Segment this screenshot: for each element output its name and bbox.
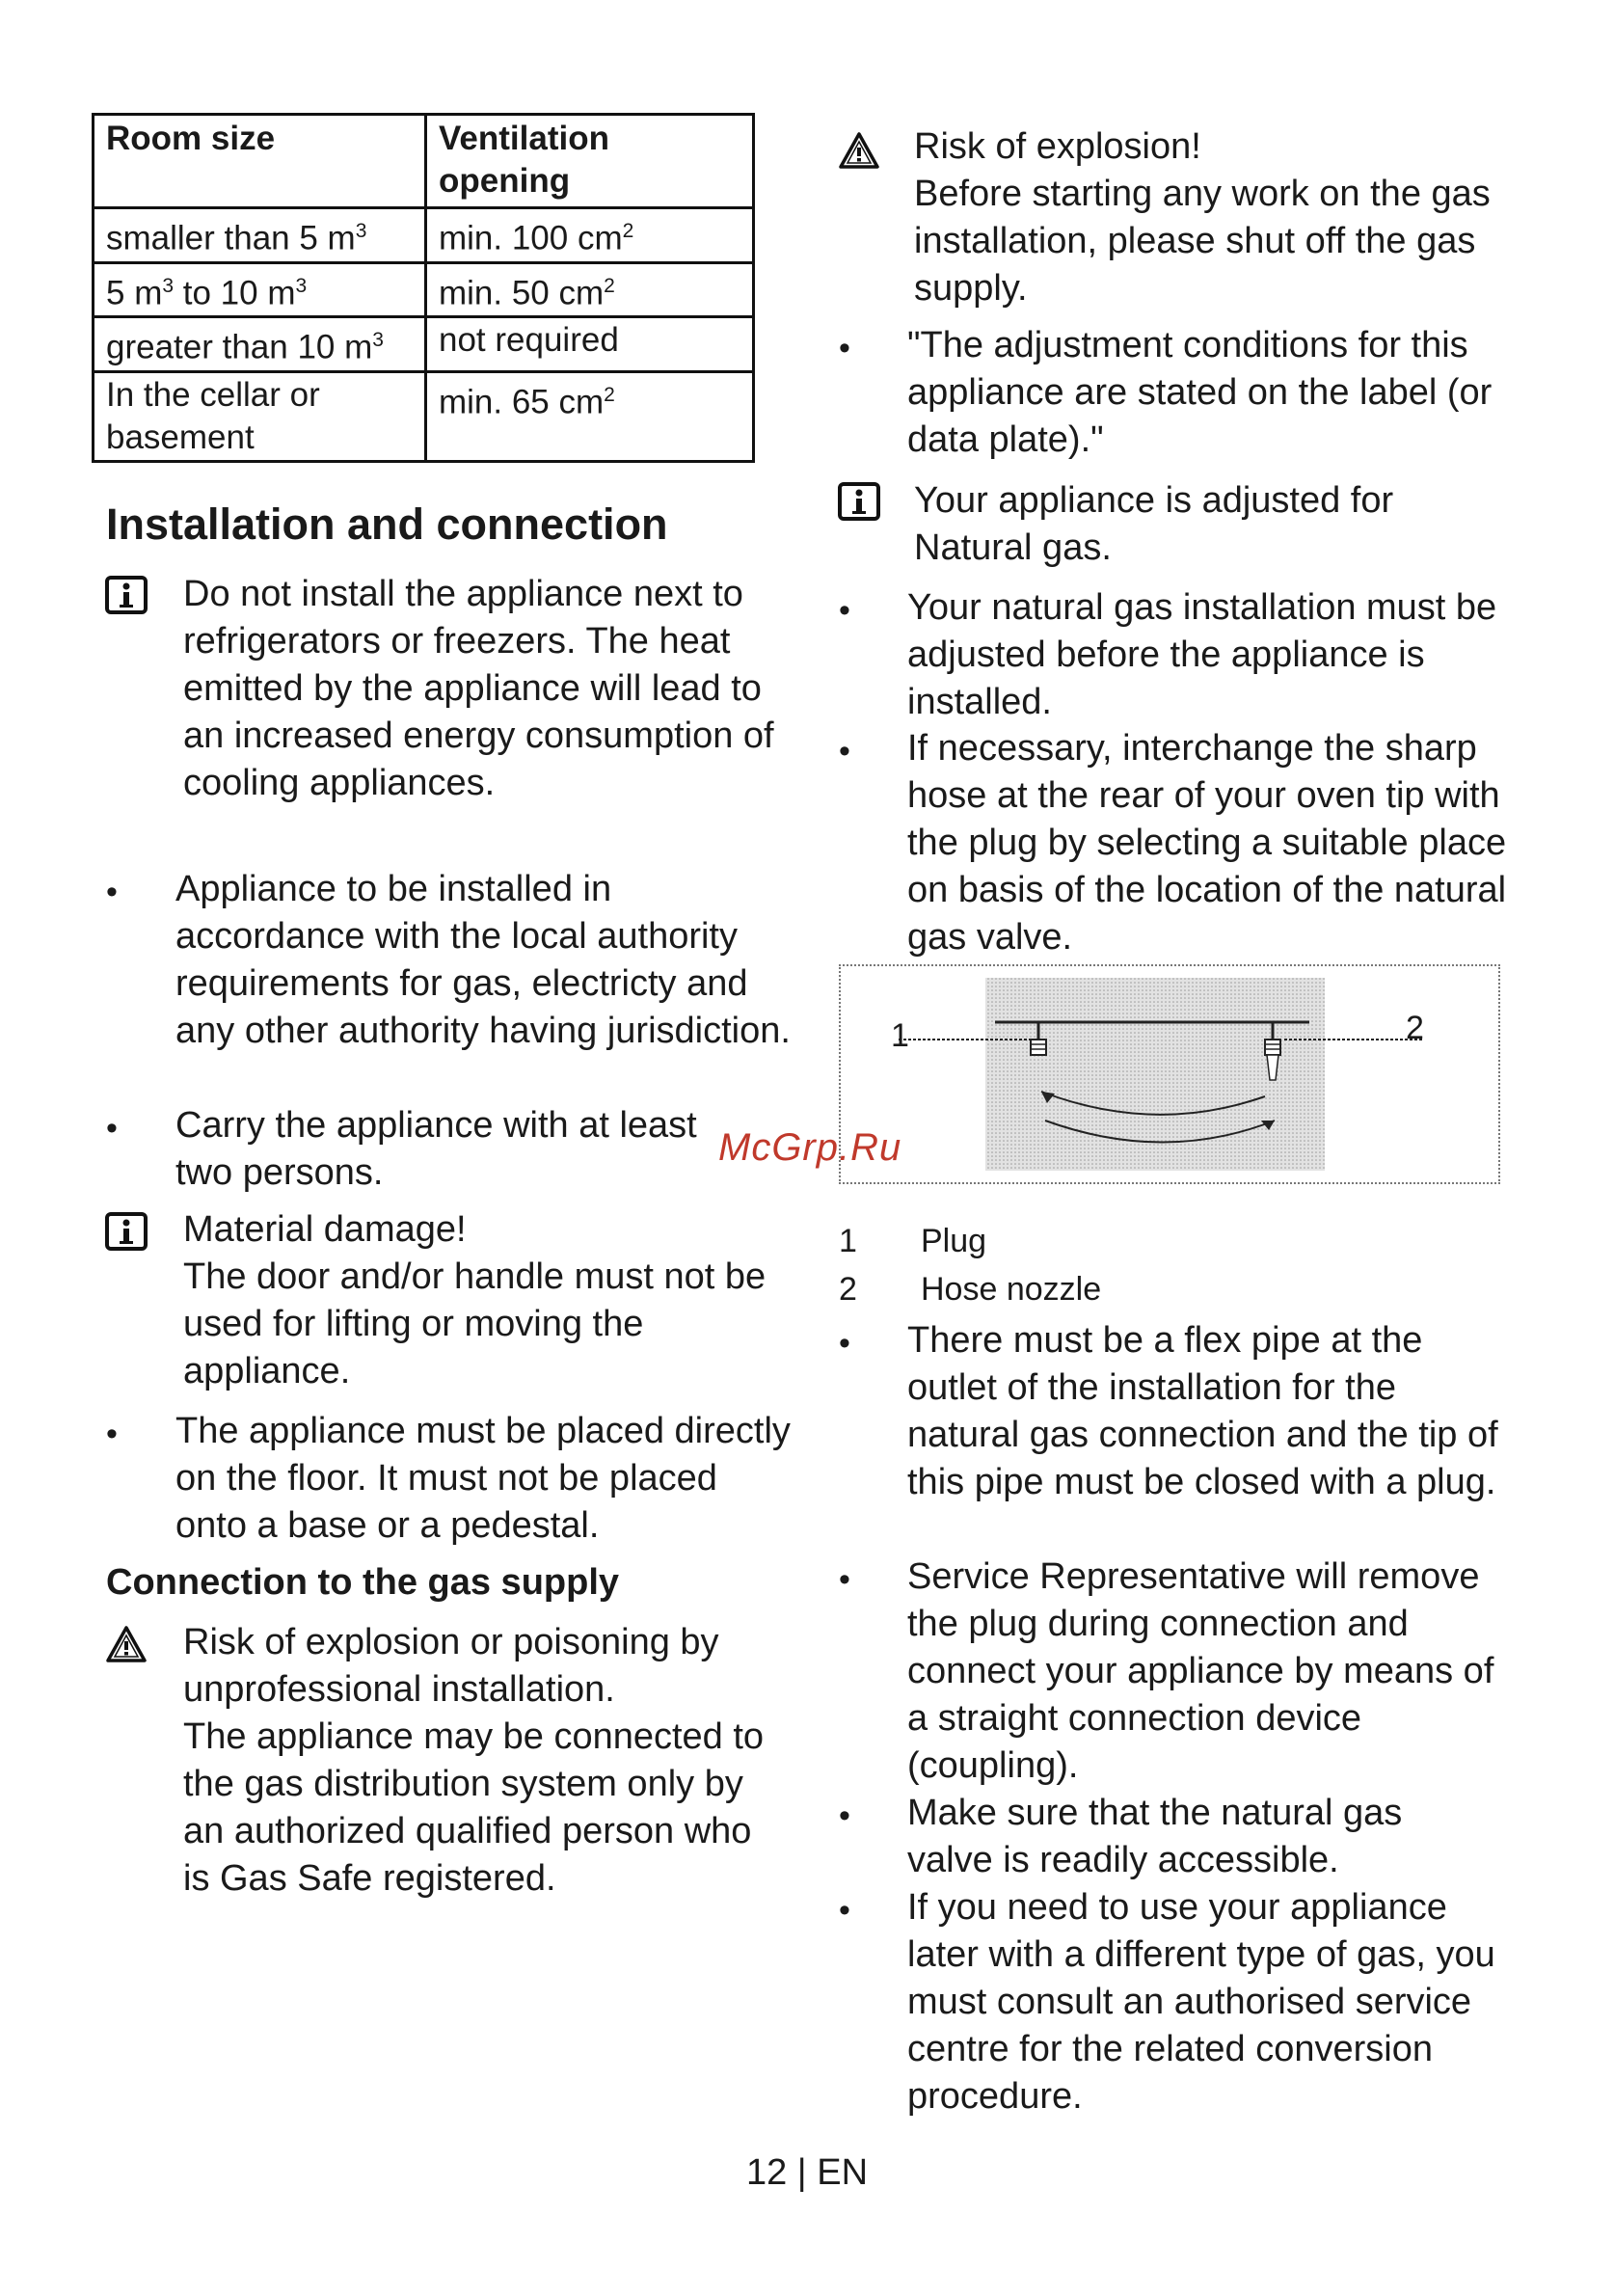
- bullet-marker: •: [106, 874, 118, 910]
- info-icon: [838, 482, 880, 521]
- bullet-marker: •: [839, 1797, 850, 1834]
- bullet-valve-accessible: Make sure that the natural gas valve is readily accessible.: [907, 1793, 1403, 1880]
- info-body: The door and/or handle must not be used for lifting or moving the appliance.: [183, 1256, 767, 1391]
- bullet-marker: •: [106, 1110, 118, 1147]
- table-row: [94, 262, 754, 317]
- room-size-cell: In the cellar or basement: [94, 371, 426, 461]
- warning-title: Risk of explosion!: [914, 126, 1201, 167]
- bullet-floor-placement: The appliance must be placed directly on the floor. It must not be placed onto a base or a pedestal.: [175, 1411, 791, 1546]
- bullet-interchange-hose: If necessary, interchange the sharp hose at the rear of your oven tip with the plug by selecting a suitable place on basis of the location of the natural gas valve.: [907, 728, 1507, 958]
- watermark: McGrp.Ru: [718, 1126, 902, 1169]
- legend-label: Plug: [921, 1223, 987, 1259]
- bullet-adjustment-conditions: "The adjustment conditions for this appliance are stated on the label (or data plate).": [907, 325, 1493, 460]
- warning-icon: [105, 1625, 148, 1663]
- oven-rear-diagram: [841, 966, 1498, 1182]
- bullet-marker: •: [839, 1892, 850, 1929]
- legend-label: Hose nozzle: [921, 1271, 1102, 1308]
- bullet-service-representative: Service Representative will remove the plug during connection and connect your appliance by means of a straight connection device (coupling).: [907, 1556, 1494, 1786]
- bullet-marker: •: [106, 1416, 118, 1452]
- table-row: [94, 208, 754, 263]
- info-title: Material damage!: [183, 1209, 467, 1250]
- legend-number: 2: [839, 1271, 857, 1308]
- table-header-row: [94, 115, 754, 208]
- room-size-cell: 5 $m^3$ to 10 $m^3$: [94, 262, 426, 317]
- callout-1: 1: [891, 1017, 909, 1054]
- gas-connection-figure: [839, 964, 1500, 1184]
- ventilation-table: [92, 113, 755, 463]
- room-size-cell: smaller than 5 $m^3$: [94, 208, 426, 263]
- warning-icon: [838, 131, 880, 170]
- warning-title: Risk of explosion or poisoning by unprofessional installation.: [183, 1622, 719, 1710]
- table-row: [94, 317, 754, 372]
- bullet-marker: •: [839, 330, 850, 366]
- info-icon: [105, 1212, 148, 1251]
- legend-number: 1: [839, 1223, 857, 1259]
- page-number: 12 | EN: [745, 2152, 869, 2193]
- bullet-marker: •: [839, 733, 850, 770]
- header-room-size: Room size: [94, 115, 426, 208]
- warning-explosion: [914, 123, 1502, 312]
- warning-body: The appliance may be connected to the gas distribution system only by an authorized qualified person who is Gas Safe registered.: [183, 1716, 765, 1899]
- subheading-gas-supply: Connection to the gas supply: [106, 1562, 620, 1603]
- table-row: [94, 371, 754, 461]
- vent-cell: not required: [426, 317, 754, 372]
- bullet-marker: •: [839, 592, 850, 629]
- bullet-flex-pipe: There must be a flex pipe at the outlet of the installation for the natural gas connection and the tip of this pipe must be closed with a plug.: [907, 1320, 1498, 1502]
- warning-gas-installation: [183, 1619, 781, 1903]
- bullet-local-authority: Appliance to be installed in accordance with the local authority requirements for gas, electricty and any other authority having jurisdiction.: [175, 869, 791, 1051]
- warning-body: Before starting any work on the gas installation, please shut off the gas supply.: [914, 174, 1491, 309]
- bullet-marker: •: [839, 1561, 850, 1598]
- vent-cell: min. 65 $cm^2$: [426, 371, 754, 461]
- info-text-refrigerators: Do not install the appliance next to refrigerators or freezers. The heat emitted by the appliance will lead to an increased energy consumption of cooling appliances.: [183, 574, 774, 803]
- info-icon: [105, 576, 148, 614]
- header-ventilation-opening: Ventilation opening: [426, 115, 754, 208]
- vent-cell: min. 100 $cm^2$: [426, 208, 754, 263]
- bullet-adjust-installation: Your natural gas installation must be adjusted before the appliance is installed.: [907, 587, 1497, 722]
- bullet-different-gas: If you need to use your appliance later with a different type of gas, you must consult an authorised service centre for the related conversion procedure.: [907, 1887, 1495, 2117]
- bullet-two-persons: Carry the appliance with at least two persons.: [175, 1105, 697, 1193]
- bullet-marker: •: [839, 1325, 850, 1362]
- info-material-damage: [183, 1206, 781, 1395]
- room-size-cell: greater than 10 $m^3$: [94, 317, 426, 372]
- callout-2: 2: [1406, 1010, 1424, 1046]
- vent-cell: min. 50 $cm^2$: [426, 262, 754, 317]
- info-natural-gas: Your appliance is adjusted for Natural gas.: [914, 480, 1394, 568]
- section-heading: Installation and connection: [106, 500, 668, 549]
